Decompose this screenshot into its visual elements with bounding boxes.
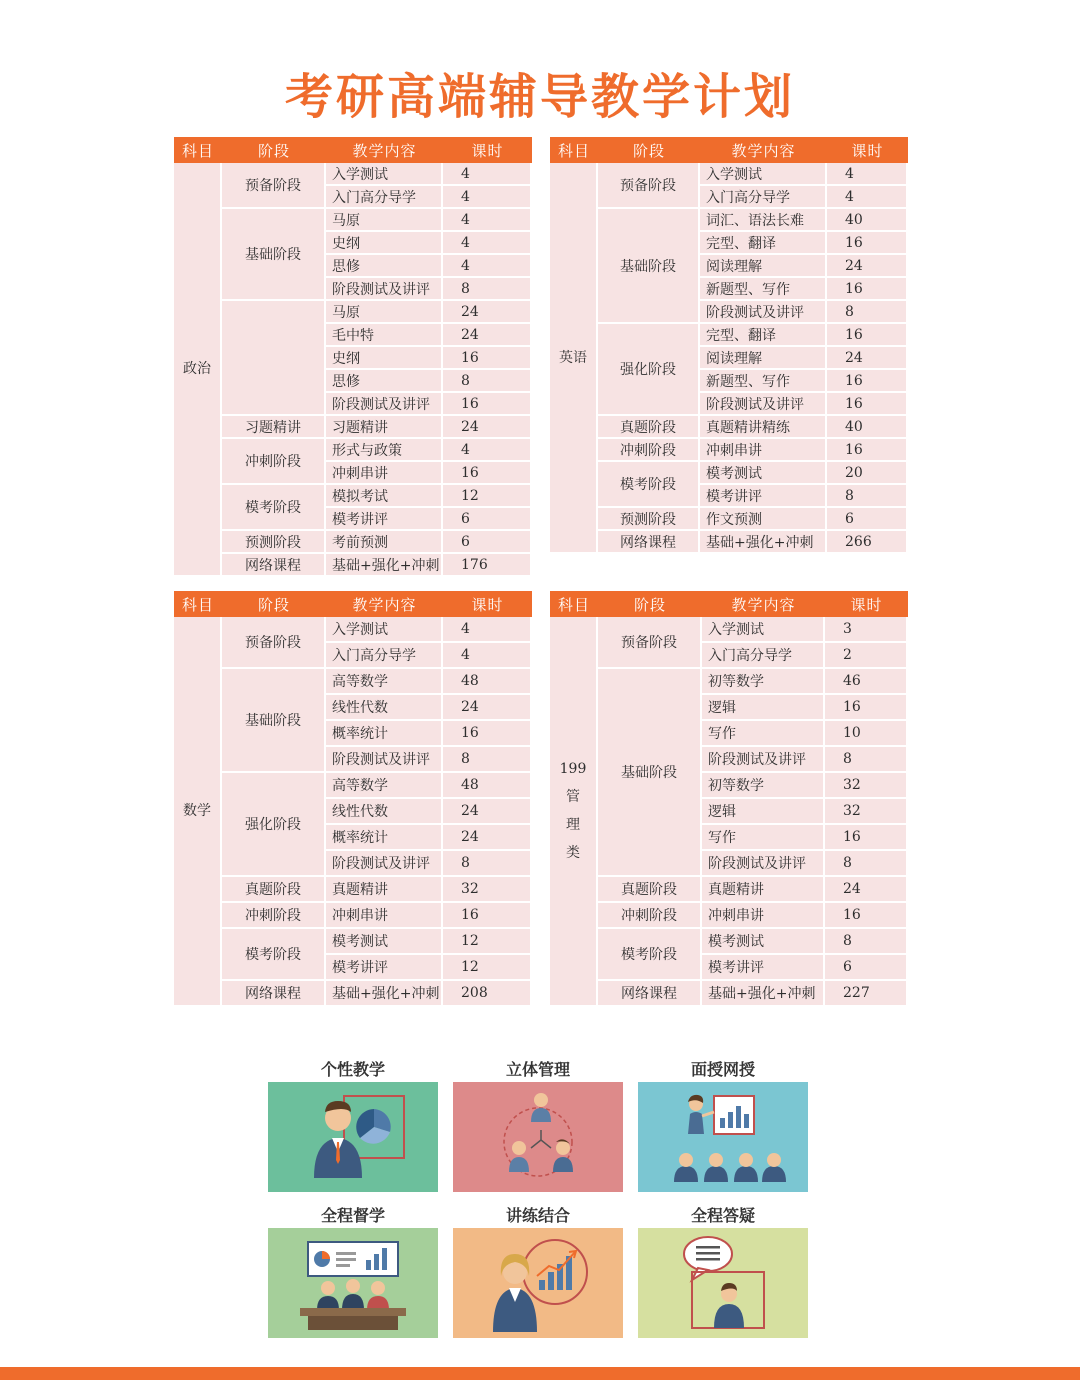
hours-cell: 208 [443,981,532,1007]
stage-cell: 预测阶段 [222,531,326,554]
column-header: 教学内容 [702,591,825,617]
hours-cell: 24 [827,347,908,370]
growth-chart-icon [453,1228,623,1338]
column-header: 阶段 [222,591,326,617]
content-cell: 模考讲评 [700,485,827,508]
content-cell: 冲刺串讲 [326,903,443,929]
hours-cell: 4 [827,163,908,186]
qa-chat-icon [638,1228,808,1338]
content-cell: 入学测试 [702,617,825,643]
table-row [550,462,908,485]
table-row [550,324,908,347]
stage-cell: 真题阶段 [598,877,702,903]
stage-cell: 预备阶段 [222,163,326,209]
table-row [174,877,532,903]
hours-cell: 40 [827,209,908,232]
table-row [174,981,532,1007]
presentation-class-icon [638,1082,808,1192]
column-header: 科目 [550,137,598,163]
hours-cell: 48 [443,773,532,799]
feature-full-supervision [268,1204,438,1338]
column-header: 课时 [827,137,908,163]
table-row [174,773,532,799]
footer-bar [0,1367,1080,1380]
table-row [174,163,532,186]
feature-personalized-teaching [268,1058,438,1192]
stage-cell: 预备阶段 [222,617,326,669]
table-row [174,554,532,577]
table-row [174,903,532,929]
stage-cell: 冲刺阶段 [598,439,700,462]
content-cell: 入门高分导学 [702,643,825,669]
hours-cell: 266 [827,531,908,554]
table-row [550,981,908,1007]
hours-cell: 16 [825,695,908,721]
subject-cell: 199 管 理 类 [550,617,598,1007]
content-cell: 高等数学 [326,669,443,695]
content-cell: 基础+强化+冲刺 [700,531,827,554]
table-row [550,877,908,903]
content-cell: 初等数学 [702,773,825,799]
management-cycle-icon [453,1082,623,1192]
hours-cell: 24 [443,416,532,439]
hours-cell: 8 [825,747,908,773]
subject-cell: 数学 [174,617,222,1007]
table-header-row [550,137,908,163]
hours-cell: 16 [827,324,908,347]
table-row [550,163,908,186]
hours-cell: 16 [827,278,908,301]
stage-cell: 基础阶段 [222,669,326,773]
english-plan-table [550,137,908,554]
hours-cell: 16 [825,903,908,929]
content-cell: 入门高分导学 [326,643,443,669]
content-cell: 阶段测试及讲评 [700,301,827,324]
content-cell: 阶段测试及讲评 [326,393,443,416]
content-cell: 初等数学 [702,669,825,695]
column-header: 阶段 [598,591,702,617]
hours-cell: 4 [443,209,532,232]
stage-cell: 预测阶段 [598,508,700,531]
content-cell: 模考测试 [326,929,443,955]
stage-cell: 网络课程 [222,554,326,577]
stage-cell: 模考阶段 [222,929,326,981]
stage-cell: 强化阶段 [598,324,700,416]
hours-cell: 16 [825,825,908,851]
content-cell: 逻辑 [702,799,825,825]
feature-3d-management [453,1058,623,1192]
hours-cell: 6 [443,531,532,554]
content-cell: 入学测试 [326,617,443,643]
column-header: 阶段 [222,137,326,163]
content-cell: 高等数学 [326,773,443,799]
content-cell: 入学测试 [326,163,443,186]
column-header: 课时 [825,591,908,617]
table-row [174,669,532,695]
table-row [174,617,532,643]
content-cell: 阶段测试及讲评 [326,278,443,301]
table-row [550,508,908,531]
stage-cell: 网络课程 [598,531,700,554]
column-header: 课时 [443,137,532,163]
hours-cell: 24 [443,301,532,324]
content-cell: 冲刺串讲 [702,903,825,929]
hours-cell: 2 [825,643,908,669]
table-row [550,669,908,695]
stage-cell: 真题阶段 [222,877,326,903]
hours-cell: 4 [443,186,532,209]
hours-cell: 4 [443,617,532,643]
content-cell: 阶段测试及讲评 [702,747,825,773]
content-cell: 模拟考试 [326,485,443,508]
table-row [550,903,908,929]
hours-cell: 24 [827,255,908,278]
hours-cell: 32 [443,877,532,903]
content-cell: 习题精讲 [326,416,443,439]
feature-label: 全程答疑 [690,1206,755,1225]
content-cell: 作文预测 [700,508,827,531]
subject-cell: 政治 [174,163,222,577]
hours-cell: 16 [443,462,532,485]
table-row [550,531,908,554]
hours-cell: 8 [443,747,532,773]
hours-cell: 12 [443,955,532,981]
content-cell: 模考测试 [700,462,827,485]
content-cell: 冲刺串讲 [700,439,827,462]
subject-cell: 英语 [550,163,598,554]
table-header-row [174,591,532,617]
hours-cell: 16 [443,721,532,747]
content-cell: 阶段测试及讲评 [326,747,443,773]
feature-qa-support [638,1204,808,1338]
hours-cell: 227 [825,981,908,1007]
hours-cell: 8 [827,301,908,324]
hours-cell: 16 [827,370,908,393]
feature-online-offline [638,1058,808,1192]
hours-cell: 4 [443,163,532,186]
feature-practice-combined [453,1204,623,1338]
table-row [550,416,908,439]
content-cell: 基础+强化+冲刺 [702,981,825,1007]
table-row [174,416,532,439]
content-cell: 概率统计 [326,721,443,747]
content-cell: 模考讲评 [326,508,443,531]
content-cell: 真题精讲精练 [700,416,827,439]
hours-cell: 16 [827,439,908,462]
stage-cell: 模考阶段 [598,929,702,981]
hours-cell: 16 [443,347,532,370]
content-cell: 写作 [702,825,825,851]
table-row [550,929,908,955]
content-cell: 真题精讲 [702,877,825,903]
content-cell: 考前预测 [326,531,443,554]
hours-cell: 40 [827,416,908,439]
hours-cell: 10 [825,721,908,747]
content-cell: 毛中特 [326,324,443,347]
hours-cell: 24 [443,695,532,721]
hours-cell: 32 [825,799,908,825]
table-row [550,209,908,232]
content-cell: 词汇、语法长难 [700,209,827,232]
content-cell: 阶段测试及讲评 [700,393,827,416]
content-cell: 入学测试 [700,163,827,186]
hours-cell: 6 [827,508,908,531]
hours-cell: 8 [443,278,532,301]
hours-cell: 8 [443,370,532,393]
content-cell: 入门高分导学 [700,186,827,209]
hours-cell: 24 [443,799,532,825]
content-cell: 完型、翻译 [700,324,827,347]
feature-label: 面授网授 [690,1060,755,1079]
content-cell: 概率统计 [326,825,443,851]
hours-cell: 6 [443,508,532,531]
hours-cell: 20 [827,462,908,485]
hours-cell: 8 [825,929,908,955]
feature-label: 个性教学 [320,1060,385,1079]
content-cell: 马原 [326,209,443,232]
hours-cell: 4 [443,232,532,255]
hours-cell: 6 [825,955,908,981]
content-cell: 真题精讲 [326,877,443,903]
hours-cell: 176 [443,554,532,577]
table-row [550,617,908,643]
content-cell: 思修 [326,255,443,278]
content-cell: 基础+强化+冲刺 [326,554,443,577]
feature-card [638,1228,808,1338]
content-cell: 入门高分导学 [326,186,443,209]
management-plan-table [550,591,908,1007]
stage-cell: 预备阶段 [598,163,700,209]
hours-cell: 12 [443,485,532,508]
hours-cell: 8 [827,485,908,508]
hours-cell: 24 [443,825,532,851]
column-header: 教学内容 [326,591,443,617]
stage-cell: 网络课程 [598,981,702,1007]
content-cell: 阶段测试及讲评 [326,851,443,877]
content-cell: 形式与政策 [326,439,443,462]
hours-cell: 16 [443,393,532,416]
content-cell: 新题型、写作 [700,278,827,301]
content-cell: 模考讲评 [702,955,825,981]
column-header: 科目 [174,591,222,617]
hours-cell: 32 [825,773,908,799]
hours-cell: 16 [827,393,908,416]
hours-cell: 24 [825,877,908,903]
hours-cell: 46 [825,669,908,695]
hours-cell: 24 [443,324,532,347]
stage-cell: 习题精讲 [222,416,326,439]
table-row [174,929,532,955]
hours-cell: 16 [827,232,908,255]
teacher-chart-icon [268,1082,438,1192]
hours-cell: 8 [443,851,532,877]
page-title: 考研高端辅导教学计划 [284,69,795,125]
feature-label: 立体管理 [505,1060,570,1079]
column-header: 课时 [443,591,532,617]
feature-card [453,1082,623,1192]
feature-label: 讲练结合 [505,1206,570,1225]
content-cell: 基础+强化+冲刺 [326,981,443,1007]
math-plan-table [174,591,532,1007]
feature-card [453,1228,623,1338]
content-cell: 阅读理解 [700,255,827,278]
stage-cell: 基础阶段 [598,209,700,324]
feature-card [268,1228,438,1338]
table-header-row [174,137,532,163]
hours-cell: 4 [443,255,532,278]
content-cell: 思修 [326,370,443,393]
politics-plan-table [174,137,532,577]
hours-cell: 16 [443,903,532,929]
feature-card [638,1082,808,1192]
hours-cell: 4 [827,186,908,209]
hours-cell: 3 [825,617,908,643]
table-row [550,439,908,462]
stage-cell: 冲刺阶段 [222,439,326,485]
stage-cell: 预备阶段 [598,617,702,669]
stage-cell: 冲刺阶段 [222,903,326,929]
hours-cell: 4 [443,439,532,462]
table-header-row [550,591,908,617]
stage-cell: 冲刺阶段 [598,903,702,929]
content-cell: 模考讲评 [326,955,443,981]
feature-label: 全程督学 [320,1206,385,1225]
column-header: 科目 [550,591,598,617]
content-cell: 逻辑 [702,695,825,721]
content-cell: 阅读理解 [700,347,827,370]
table-row [174,209,532,232]
content-cell: 线性代数 [326,799,443,825]
table-row [174,485,532,508]
stage-cell: 模考阶段 [222,485,326,531]
table-row [174,301,532,324]
content-cell: 冲刺串讲 [326,462,443,485]
stage-cell: 模考阶段 [598,462,700,508]
stage-cell: 基础阶段 [222,209,326,301]
column-header: 阶段 [598,137,700,163]
content-cell: 写作 [702,721,825,747]
content-cell: 史纲 [326,232,443,255]
column-header: 教学内容 [700,137,827,163]
content-cell: 模考测试 [702,929,825,955]
content-cell: 新题型、写作 [700,370,827,393]
content-cell: 阶段测试及讲评 [702,851,825,877]
hours-cell: 4 [443,643,532,669]
content-cell: 完型、翻译 [700,232,827,255]
column-header: 教学内容 [326,137,443,163]
feature-card [268,1082,438,1192]
hours-cell: 12 [443,929,532,955]
column-header: 科目 [174,137,222,163]
table-row [174,531,532,554]
hours-cell: 8 [825,851,908,877]
content-cell: 史纲 [326,347,443,370]
hours-cell: 48 [443,669,532,695]
stage-cell: 强化阶段 [222,773,326,877]
stage-cell: 基础阶段 [598,669,702,877]
stage-cell: 网络课程 [222,981,326,1007]
content-cell: 线性代数 [326,695,443,721]
stage-cell [222,301,326,416]
stage-cell: 真题阶段 [598,416,700,439]
content-cell: 马原 [326,301,443,324]
meeting-board-icon [268,1228,438,1338]
table-row [174,439,532,462]
